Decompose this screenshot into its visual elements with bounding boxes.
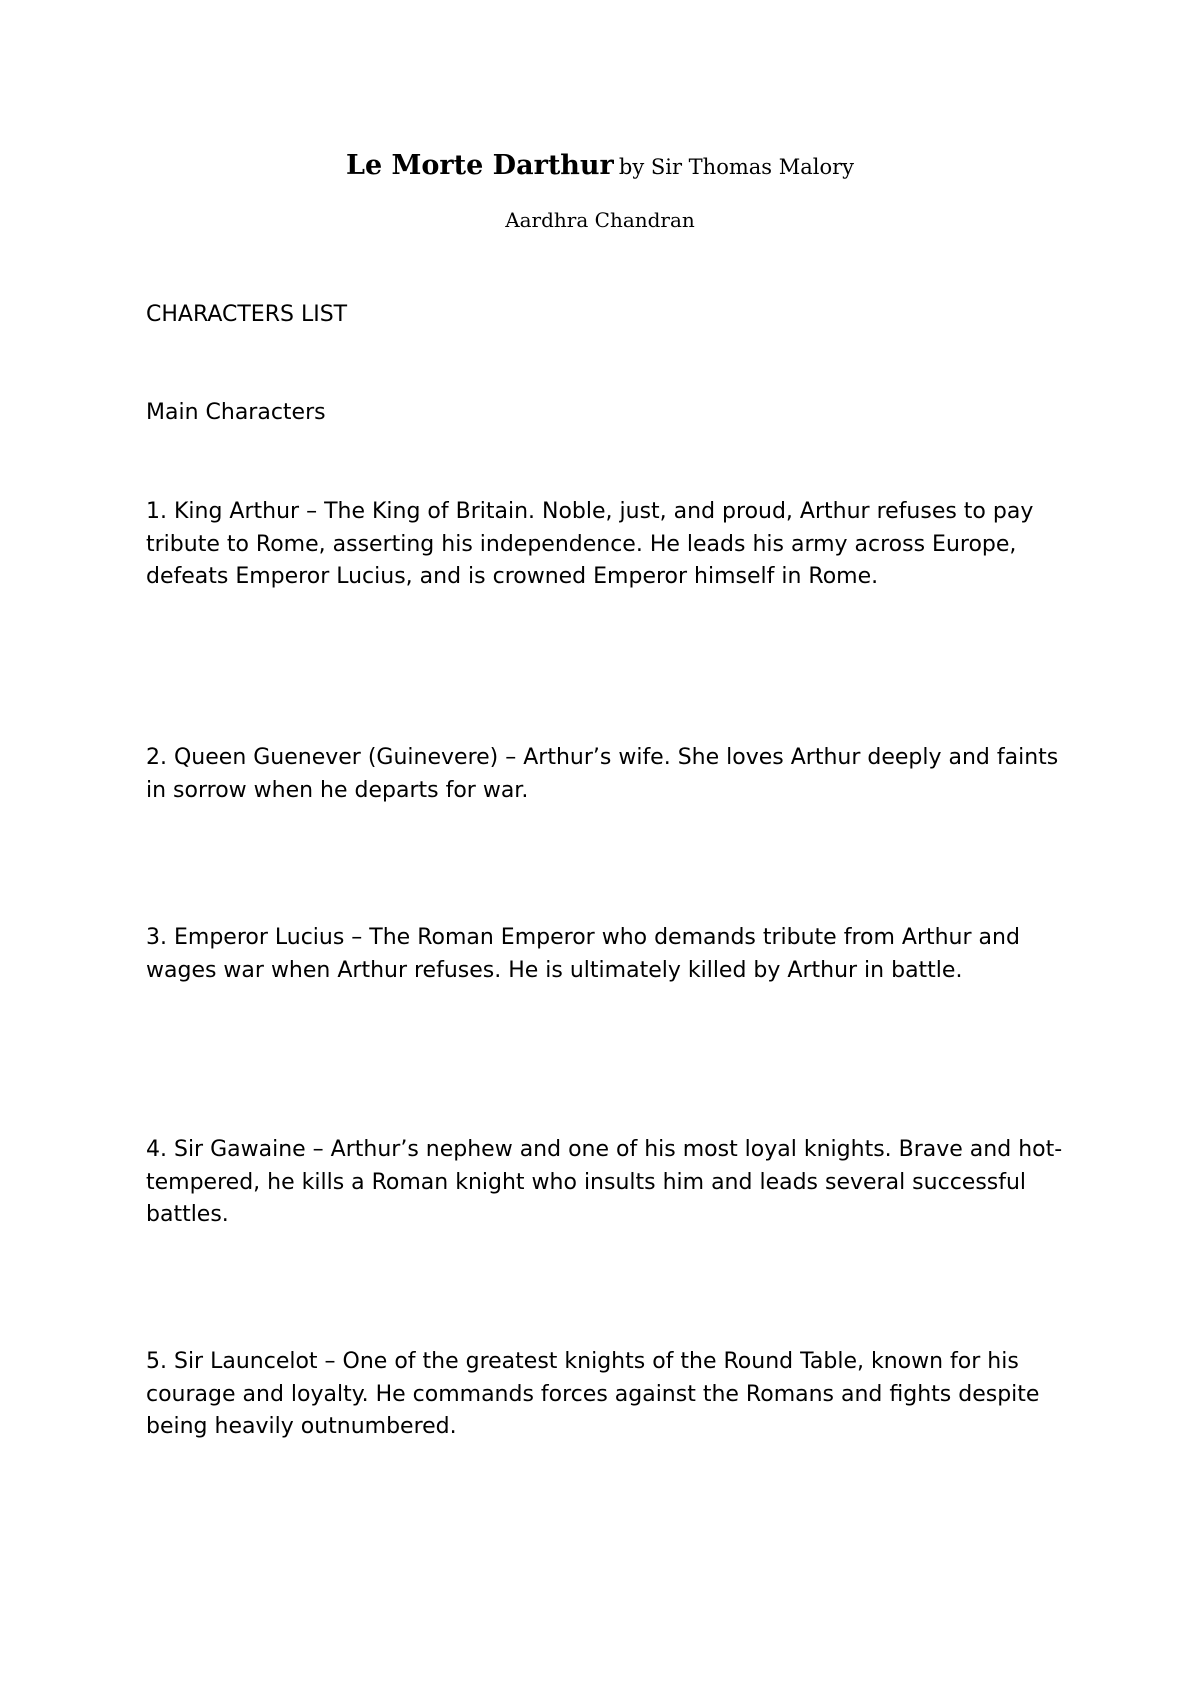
author-name: Aardhra Chandran — [505, 208, 695, 232]
title-text: Le Morte Darthur — [345, 150, 614, 181]
document-title — [0, 150, 1200, 181]
character-entry-king-arthur: 1. King Arthur – The King of Britain. Noble, just, and proud, Arthur refuses to pay tribute to Rome, asserting his independence. He leads his army across Europe, defeats Emperor Lucius, and is crowned Emperor himself in Rome. — [146, 499, 1034, 589]
characters-list-heading: CHARACTERS LIST — [146, 302, 348, 327]
title-byline: by Sir Thomas Malory — [618, 155, 855, 179]
character-entry-queen-guenever: 2. Queen Guenever (Guinevere) – Arthur’s wife. She loves Arthur deeply and faints in sorrow when he departs for war. — [146, 745, 1059, 803]
character-entry-sir-gawaine: 4. Sir Gawaine – Arthur’s nephew and one of his most loyal knights. Brave and hot-tempered, he kills a Roman knight who insults him and leads several successful battles. — [146, 1137, 1063, 1227]
main-characters-subheading: Main Characters — [146, 400, 326, 425]
character-entry-emperor-lucius: 3. Emperor Lucius – The Roman Emperor who demands tribute from Arthur and wages war when Arthur refuses. He is ultimately killed by Arthur in battle. — [146, 925, 1020, 983]
character-entry-sir-launcelot: 5. Sir Launcelot – One of the greatest knights of the Round Table, known for his courage and loyalty. He commands forces against the Romans and fights despite being heavily outnumbered. — [146, 1349, 1040, 1439]
